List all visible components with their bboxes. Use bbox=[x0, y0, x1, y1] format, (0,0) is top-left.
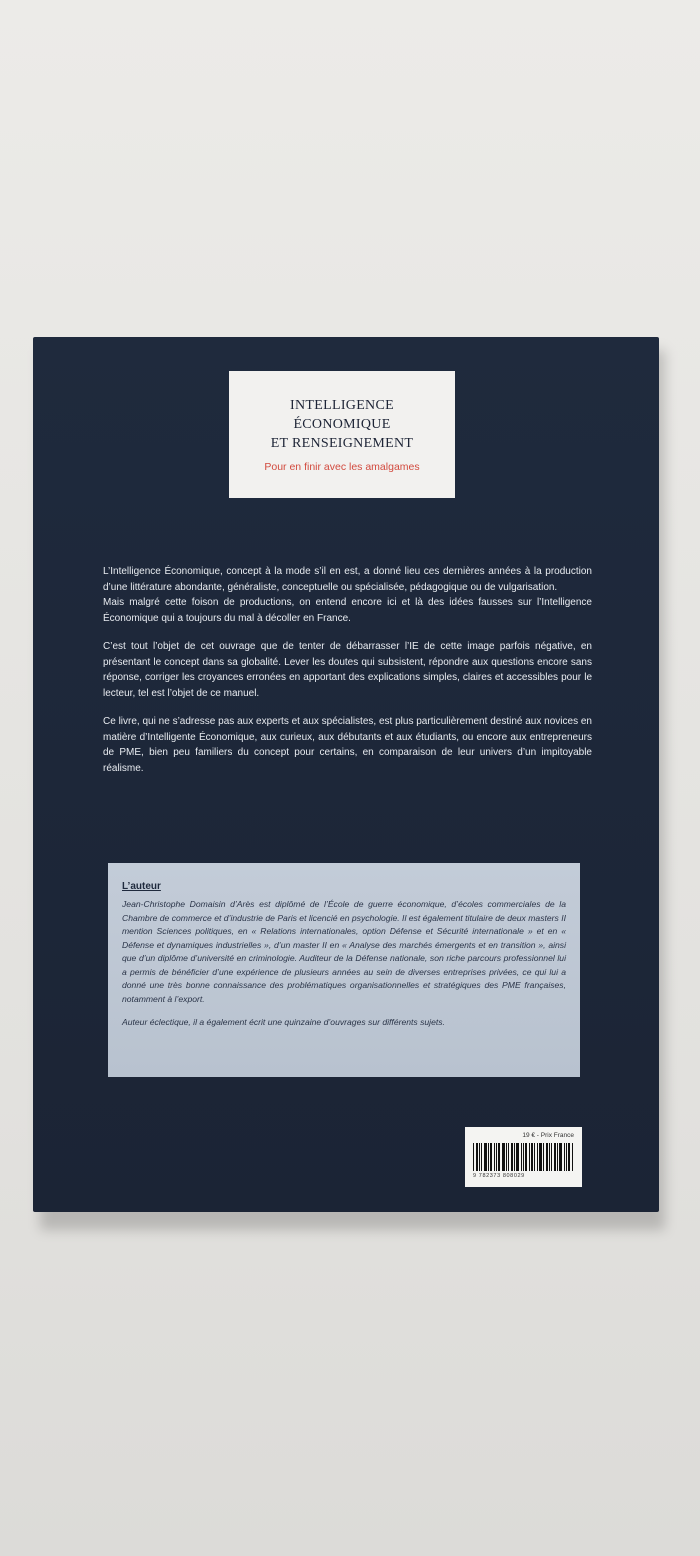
blurb-paragraph: Mais malgré cette foison de productions, on entend encore ici et là des idées fausses sur l’Intelligence Économique qui a toujours du mal à décoller en France. bbox=[103, 597, 592, 624]
barcode-box bbox=[465, 1127, 582, 1187]
author-paragraph: Jean-Christophe Domaisin d’Arès est diplômé de l’École de guerre économique, d’écoles commerciales de la Chambre de commerce et d’industrie de Paris et licencié en psychologie. Il est également titulaire de deux masters II mention Sciences politiques, en « Relations internationales, option Défense et Sécurité internationale » et en « Défense et dynamiques industrielles », d’un master II en « Analyse des marchés émergents et en transition », ainsi que d’un diplôme d’université en criminologie. Auditeur de la Défense nationale, son riche parcours professionnel lui a permis de bénéficier d’une expérience de plusieurs années au sein de diverses entreprises privées, ce qui lui a donné une très bonne connaissance des problématiques organisationnelles et stratégiques des PME françaises, notamment à l’export. bbox=[122, 899, 566, 1004]
title-line-3: ET RENSEIGNEMENT bbox=[270, 436, 414, 451]
book-back-cover bbox=[33, 337, 659, 1212]
isbn-number: 9 782373 808029 bbox=[473, 1173, 525, 1179]
barcode-icon bbox=[473, 1143, 574, 1171]
blurb-paragraph: L’Intelligence Économique, concept à la mode s’il en est, a donné lieu ces dernières années à la production d’une littérature abondante, généraliste, conceptuelle ou spécialisée, pédagogique ou de vulgarisation. bbox=[103, 566, 592, 593]
blurb-paragraph: Ce livre, qui ne s’adresse pas aux experts et aux spécialistes, est plus particulièrement destiné aux novices en matière d’Intelligente Économique, aux curieux, aux débutants et aux étudiants, ou encore aux entrepreneurs de PME, bien peu familiers du concept pour certains, en comparaison de leur univers d’un impitoyable réalisme. bbox=[103, 716, 592, 774]
author-paragraph: Auteur éclectique, il a également écrit une quinzaine d’ouvrages sur différents sujets. bbox=[122, 1017, 445, 1027]
title-box bbox=[229, 371, 455, 498]
author-bio bbox=[122, 898, 566, 1030]
author-box bbox=[108, 863, 580, 1077]
title-line-2: ÉCONOMIQUE bbox=[293, 417, 391, 432]
blurb-paragraph: C’est tout l’objet de cet ouvrage que de tenter de débarrasser l’IE de cette image parfois négative, en présentant le concept dans sa globalité. Lever les doutes qui subsistent, répondre aux questions encore sans réponse, corriger les croyances erronées en apportant des explications simples, claires et accessibles pour le lecteur, tel est l’objet de ce manuel. bbox=[103, 641, 592, 699]
blurb-text bbox=[103, 564, 592, 789]
subtitle: Pour en finir avec les amalgames bbox=[264, 461, 420, 473]
author-heading: L’auteur bbox=[122, 881, 161, 892]
price-label: 19 € - Prix France bbox=[522, 1132, 574, 1139]
title-line-1: INTELLIGENCE bbox=[290, 398, 394, 413]
